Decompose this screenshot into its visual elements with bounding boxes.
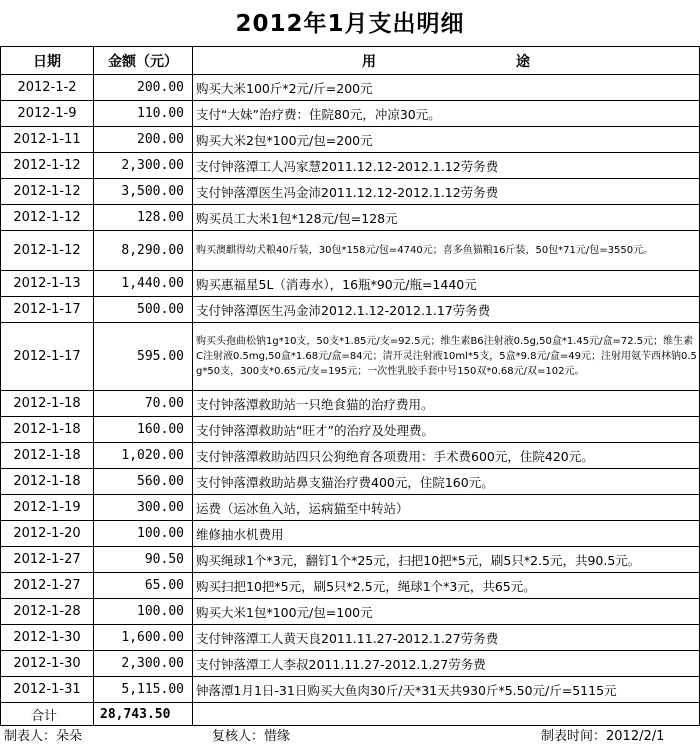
row-description: 支付钟落潭救助站鼻支猫治疗费400元，住院160元。 xyxy=(193,469,700,495)
table-row xyxy=(1,599,700,625)
table-row xyxy=(1,179,700,205)
row-amount: 1,020.00 xyxy=(94,443,193,469)
row-date: 2012-1-18 xyxy=(1,443,94,469)
row-date: 2012-1-12 xyxy=(1,205,94,231)
total-empty-cell xyxy=(193,703,700,726)
row-description: 钟落潭1月1日-31日购买大鱼肉30斤/天*31天共930斤*5.50元/斤=5115元 xyxy=(193,677,700,703)
row-description: 支付钟落潭医生冯金沛2012.1.12-2012.1.17劳务费 xyxy=(193,297,700,323)
preparer-label: 制表人：朵朵 xyxy=(4,729,83,744)
sheet-footer xyxy=(0,726,700,748)
table-row xyxy=(1,625,700,651)
row-date: 2012-1-2 xyxy=(1,75,94,101)
table-row xyxy=(1,323,700,391)
table-row xyxy=(1,677,700,703)
row-date: 2012-1-12 xyxy=(1,231,94,271)
header-use-right: 途 xyxy=(516,53,530,70)
total-label: 合计 xyxy=(1,703,94,726)
row-amount: 300.00 xyxy=(94,495,193,521)
table-row xyxy=(1,547,700,573)
table-row xyxy=(1,297,700,323)
table-row xyxy=(1,127,700,153)
row-description: 购买大米1包*100元/包=100元 xyxy=(193,599,700,625)
table-row xyxy=(1,573,700,599)
row-date: 2012-1-27 xyxy=(1,573,94,599)
row-description: 购买绳球1个*3元，翻钉1个*25元，扫把10把*5元，刷5只*2.5元，共90.5元。 xyxy=(193,547,700,573)
row-date: 2012-1-30 xyxy=(1,625,94,651)
row-date: 2012-1-9 xyxy=(1,101,94,127)
table-row xyxy=(1,205,700,231)
table-row xyxy=(1,443,700,469)
row-amount: 160.00 xyxy=(94,417,193,443)
row-description: 购买扫把10把*5元，刷5只*2.5元，绳球1个*3元，共65元。 xyxy=(193,573,700,599)
row-amount: 100.00 xyxy=(94,599,193,625)
row-description: 购买惠福星5L（消毒水），16瓶*90元/瓶=1440元 xyxy=(193,271,700,297)
total-row xyxy=(1,703,700,726)
row-date: 2012-1-17 xyxy=(1,323,94,391)
row-date: 2012-1-31 xyxy=(1,677,94,703)
row-amount: 500.00 xyxy=(94,297,193,323)
row-amount: 100.00 xyxy=(94,521,193,547)
row-date: 2012-1-19 xyxy=(1,495,94,521)
row-date: 2012-1-27 xyxy=(1,547,94,573)
row-description: 支付钟落潭救助站一只绝食猫的治疗费用。 xyxy=(193,391,700,417)
row-date: 2012-1-17 xyxy=(1,297,94,323)
reviewer-label: 复核人：惜缘 xyxy=(212,729,291,744)
total-amount: 28,743.50 xyxy=(94,703,193,726)
row-description: 支付钟落潭医生冯金沛2011.12.12-2012.1.12劳务费 xyxy=(193,179,700,205)
row-date: 2012-1-18 xyxy=(1,417,94,443)
row-description: 购买澳麒得幼犬粮40斤装，30包*158元/包=4740元；喜多鱼猫粮16斤装，50包*71元/包=3550元。 xyxy=(193,231,700,271)
table-row xyxy=(1,417,700,443)
row-amount: 200.00 xyxy=(94,75,193,101)
row-amount: 90.50 xyxy=(94,547,193,573)
row-description: 购买员工大米1包*128元/包=128元 xyxy=(193,205,700,231)
header-date: 日期 xyxy=(1,47,94,75)
table-body xyxy=(1,75,700,703)
row-amount: 200.00 xyxy=(94,127,193,153)
row-description: 支付钟落潭救助站四只公狗绝育各项费用：手术费600元，住院420元。 xyxy=(193,443,700,469)
row-amount: 1,440.00 xyxy=(94,271,193,297)
table-row xyxy=(1,101,700,127)
row-description: 支付“大妹”治疗费：住院80元，冲凉30元。 xyxy=(193,101,700,127)
row-description: 支付钟落潭救助站“旺才”的治疗及处理费。 xyxy=(193,417,700,443)
table-row xyxy=(1,231,700,271)
row-description: 支付钟落潭工人李叔2011.11.27-2012.1.27劳务费 xyxy=(193,651,700,677)
row-description: 购买头孢曲松钠1g*10支，50支*1.85元/支=92.5元；维生素B6注射液0.5g,50盒*1.45元/盒=72.5元；维生素C注射液0.5mg,50盒*1.68元/盒=84元；清开灵注射液10ml*5支，5盒*9.8元/盒=49元；注射用氨苄西林钠0.5g*50支，300支*0.65元/支=195元；一次性乳胶手套中号150双*0.68元/双=102元。 xyxy=(193,323,700,391)
row-date: 2012-1-12 xyxy=(1,179,94,205)
table-row xyxy=(1,153,700,179)
row-date: 2012-1-30 xyxy=(1,651,94,677)
table-row xyxy=(1,495,700,521)
table-row xyxy=(1,651,700,677)
row-date: 2012-1-18 xyxy=(1,469,94,495)
row-date: 2012-1-11 xyxy=(1,127,94,153)
row-date: 2012-1-13 xyxy=(1,271,94,297)
row-amount: 1,600.00 xyxy=(94,625,193,651)
table-row xyxy=(1,391,700,417)
row-amount: 3,500.00 xyxy=(94,179,193,205)
row-amount: 128.00 xyxy=(94,205,193,231)
row-date: 2012-1-18 xyxy=(1,391,94,417)
row-amount: 2,300.00 xyxy=(94,651,193,677)
row-amount: 595.00 xyxy=(94,323,193,391)
header-use xyxy=(193,47,700,75)
expense-table xyxy=(0,46,700,726)
row-description: 购买大米100斤*2元/斤=200元 xyxy=(193,75,700,101)
row-description: 购买大米2包*100元/包=200元 xyxy=(193,127,700,153)
row-description: 维修抽水机费用 xyxy=(193,521,700,547)
table-row xyxy=(1,469,700,495)
row-amount: 5,115.00 xyxy=(94,677,193,703)
row-amount: 110.00 xyxy=(94,101,193,127)
row-description: 支付钟落潭工人冯家慧2011.12.12-2012.1.12劳务费 xyxy=(193,153,700,179)
header-amount: 金额（元） xyxy=(94,47,193,75)
table-row xyxy=(1,271,700,297)
row-description: 支付钟落潭工人黄天良2011.11.27-2012.1.27劳务费 xyxy=(193,625,700,651)
row-amount: 2,300.00 xyxy=(94,153,193,179)
row-description: 运费（运冰鱼入站，运病猫至中转站） xyxy=(193,495,700,521)
row-amount: 560.00 xyxy=(94,469,193,495)
header-use-left: 用 xyxy=(362,53,376,70)
row-amount: 8,290.00 xyxy=(94,231,193,271)
sheet-title: 2012年1月支出明细 xyxy=(235,11,465,37)
row-date: 2012-1-20 xyxy=(1,521,94,547)
row-date: 2012-1-28 xyxy=(1,599,94,625)
row-amount: 65.00 xyxy=(94,573,193,599)
table-row xyxy=(1,75,700,101)
header-row xyxy=(1,47,700,75)
row-date: 2012-1-12 xyxy=(1,153,94,179)
row-amount: 70.00 xyxy=(94,391,193,417)
prepared-date-label: 制表时间：2012/2/1 xyxy=(541,729,665,744)
table-row xyxy=(1,521,700,547)
